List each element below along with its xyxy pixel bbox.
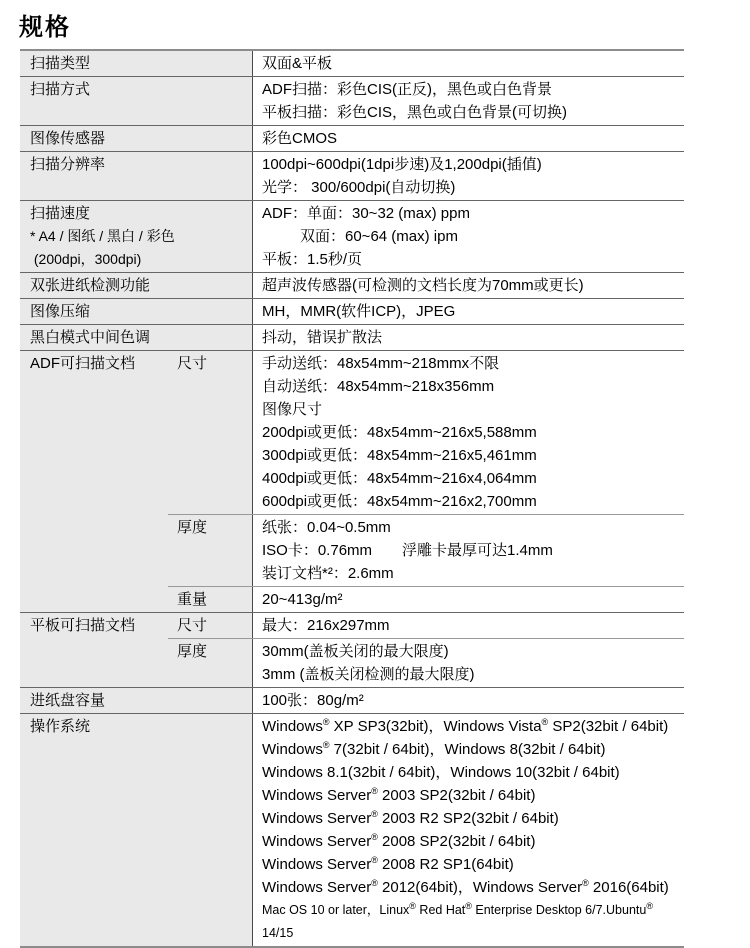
row-label <box>20 77 252 125</box>
row-value <box>252 515 684 586</box>
row-label-text: 扫描速度 <box>30 205 91 222</box>
table-row-image-sensor <box>20 125 684 151</box>
row-label-text: 图像传感器 <box>30 130 106 147</box>
row-value <box>252 273 684 298</box>
row-label <box>20 325 252 350</box>
table-row-resolution <box>20 151 684 200</box>
row-value-line: 装订文档*²：2.6mm <box>262 565 394 582</box>
row-value-line: 400dpi或更低：48x54mm~216x4,064mm <box>262 470 537 487</box>
subrow-thickness <box>168 638 684 687</box>
row-sublabel <box>168 613 252 638</box>
subrow-group <box>168 613 684 687</box>
row-sublabel-text: 厚度 <box>177 519 208 536</box>
table-row-scan-method <box>20 76 684 125</box>
row-value-line: Windows® 7(32bit / 64bit)，Windows 8(32bit / 64bit) <box>262 740 606 758</box>
table-row-double-feed-detection <box>20 272 684 298</box>
row-label <box>20 201 252 272</box>
row-value <box>252 126 684 151</box>
row-value-line: Windows Server® 2008 SP2(32bit / 64bit) <box>262 832 536 850</box>
spec-table <box>20 49 684 948</box>
row-value-line: ADF扫描：彩色CIS(正反)，黑色或白色背景 <box>262 81 552 98</box>
row-value-line: 双面：60~64 (max) ipm <box>300 228 458 245</box>
row-value-line: 抖动，错误扩散法 <box>262 329 383 346</box>
row-label <box>20 351 168 612</box>
row-value-line: Windows Server® 2008 R2 SP1(64bit) <box>262 855 514 873</box>
row-value-line: 超声波传感器(可检测的文档长度为70mm或更长) <box>262 277 584 294</box>
row-label-text: 黑白模式中间色调 <box>30 329 151 346</box>
row-value-line: 手动送纸：48x54mm~218mmx不限 <box>262 355 500 372</box>
subrow-size <box>168 351 684 514</box>
row-value-line: Windows Server® 2003 R2 SP2(32bit / 64bit) <box>262 809 559 827</box>
row-label-text: 扫描分辨率 <box>30 156 106 173</box>
row-label-text: 扫描类型 <box>30 55 91 72</box>
row-label <box>20 613 168 687</box>
row-value <box>252 351 684 514</box>
row-sublabel <box>168 587 252 612</box>
row-value <box>252 299 684 324</box>
row-label-text: 图像压缩 <box>30 303 91 320</box>
row-value-line: 双面&平板 <box>262 55 333 72</box>
row-sublabel-text: 重量 <box>177 591 208 608</box>
table-row-scan-type <box>20 51 684 76</box>
row-value <box>252 51 684 76</box>
row-value-line: 彩色CMOS <box>262 130 338 147</box>
row-label-text: 平板可扫描文档 <box>30 617 136 634</box>
row-value-line: ADF：单面：30~32 (max) ppm <box>262 205 470 222</box>
row-label-text: ADF可扫描文档 <box>30 355 136 372</box>
row-value-line: 光学： 300/600dpi(自动切换) <box>262 179 456 196</box>
row-value <box>252 325 684 350</box>
row-sublabel <box>168 351 252 514</box>
row-label-text: 扫描方式 <box>30 81 91 98</box>
subrow-thickness <box>168 514 684 586</box>
row-value-line: Windows® XP SP3(32bit)，Windows Vista® SP2(32bit / 64bit) <box>262 717 669 735</box>
row-sublabel-text: 尺寸 <box>177 617 208 634</box>
row-label-note: (200dpi，300dpi) <box>30 251 142 267</box>
row-value <box>252 152 684 200</box>
row-value-line: 最大：216x297mm <box>262 617 390 634</box>
table-row-image-compression <box>20 298 684 324</box>
row-label-text: 进纸盘容量 <box>30 692 106 709</box>
row-value-line: 3mm (盖板关闭检测的最大限度) <box>262 666 475 683</box>
subrow-group <box>168 351 684 612</box>
row-sublabel <box>168 639 252 687</box>
row-value-line: 300dpi或更低：48x54mm~216x5,461mm <box>262 447 537 464</box>
row-value-line: 30mm(盖板关闭的最大限度) <box>262 643 449 660</box>
row-value-line: 200dpi或更低：48x54mm~216x5,588mm <box>262 424 537 441</box>
row-value-line: ISO卡：0.76mm 浮雕卡最厚可达1.4mm <box>262 542 553 559</box>
row-value <box>252 613 684 638</box>
row-value <box>252 201 684 272</box>
row-value-line: Windows 8.1(32bit / 64bit)，Windows 10(32bit / 64bit) <box>262 764 620 781</box>
row-label-text: 双张进纸检测功能 <box>30 277 151 294</box>
row-value-line: 纸张：0.04~0.5mm <box>262 519 391 536</box>
row-sublabel-text: 厚度 <box>177 643 208 660</box>
row-value-line: 100张：80g/m² <box>262 692 364 709</box>
row-value-line: Windows Server® 2012(64bit)，Windows Server® 2016(64bit) <box>262 878 669 896</box>
row-value <box>252 587 684 612</box>
row-sublabel-text: 尺寸 <box>177 355 208 372</box>
table-row-adf-documents <box>20 350 684 612</box>
table-row-tray-capacity <box>20 687 684 713</box>
row-label <box>20 273 252 298</box>
row-value <box>252 639 684 687</box>
row-label <box>20 51 252 76</box>
row-value-line: Mac OS 10 or later，Linux® Red Hat® Enterprise Desktop 6/7.Ubuntu® 14/15 <box>262 900 657 940</box>
row-label <box>20 152 252 200</box>
row-value-line: Windows Server® 2003 SP2(32bit / 64bit) <box>262 786 536 804</box>
row-sublabel <box>168 515 252 586</box>
row-label <box>20 688 252 713</box>
row-value-line: 20~413g/m² <box>262 591 343 608</box>
row-value-line: 100dpi~600dpi(1dpi步速)及1,200dpi(插值) <box>262 156 542 173</box>
row-label <box>20 299 252 324</box>
page-title: 规格 <box>19 14 71 41</box>
row-value-line: 自动送纸：48x54mm~218x356mm <box>262 378 495 395</box>
row-value-line: 平板：1.5秒/页 <box>262 251 363 268</box>
subrow-size <box>168 613 684 638</box>
row-value <box>252 714 684 946</box>
row-value <box>252 77 684 125</box>
row-value-line: 图像尺寸 <box>262 401 323 418</box>
row-label <box>20 714 252 946</box>
subrow-weight <box>168 586 684 612</box>
row-label <box>20 126 252 151</box>
table-row-halftone <box>20 324 684 350</box>
row-value <box>252 688 684 713</box>
row-value-line: 600dpi或更低：48x54mm~216x2,700mm <box>262 493 537 510</box>
row-value-line: MH，MMR(软件ICP)，JPEG <box>262 303 456 320</box>
table-row-flatbed-documents <box>20 612 684 687</box>
table-row-scan-speed <box>20 200 684 272</box>
table-row-operating-system <box>20 713 684 946</box>
row-label-text: 操作系统 <box>30 718 91 735</box>
row-label-note: * A4 / 图纸 / 黑白 / 彩色 <box>30 228 175 244</box>
row-value-line: 平板扫描：彩色CIS，黑色或白色背景(可切换) <box>262 104 567 121</box>
